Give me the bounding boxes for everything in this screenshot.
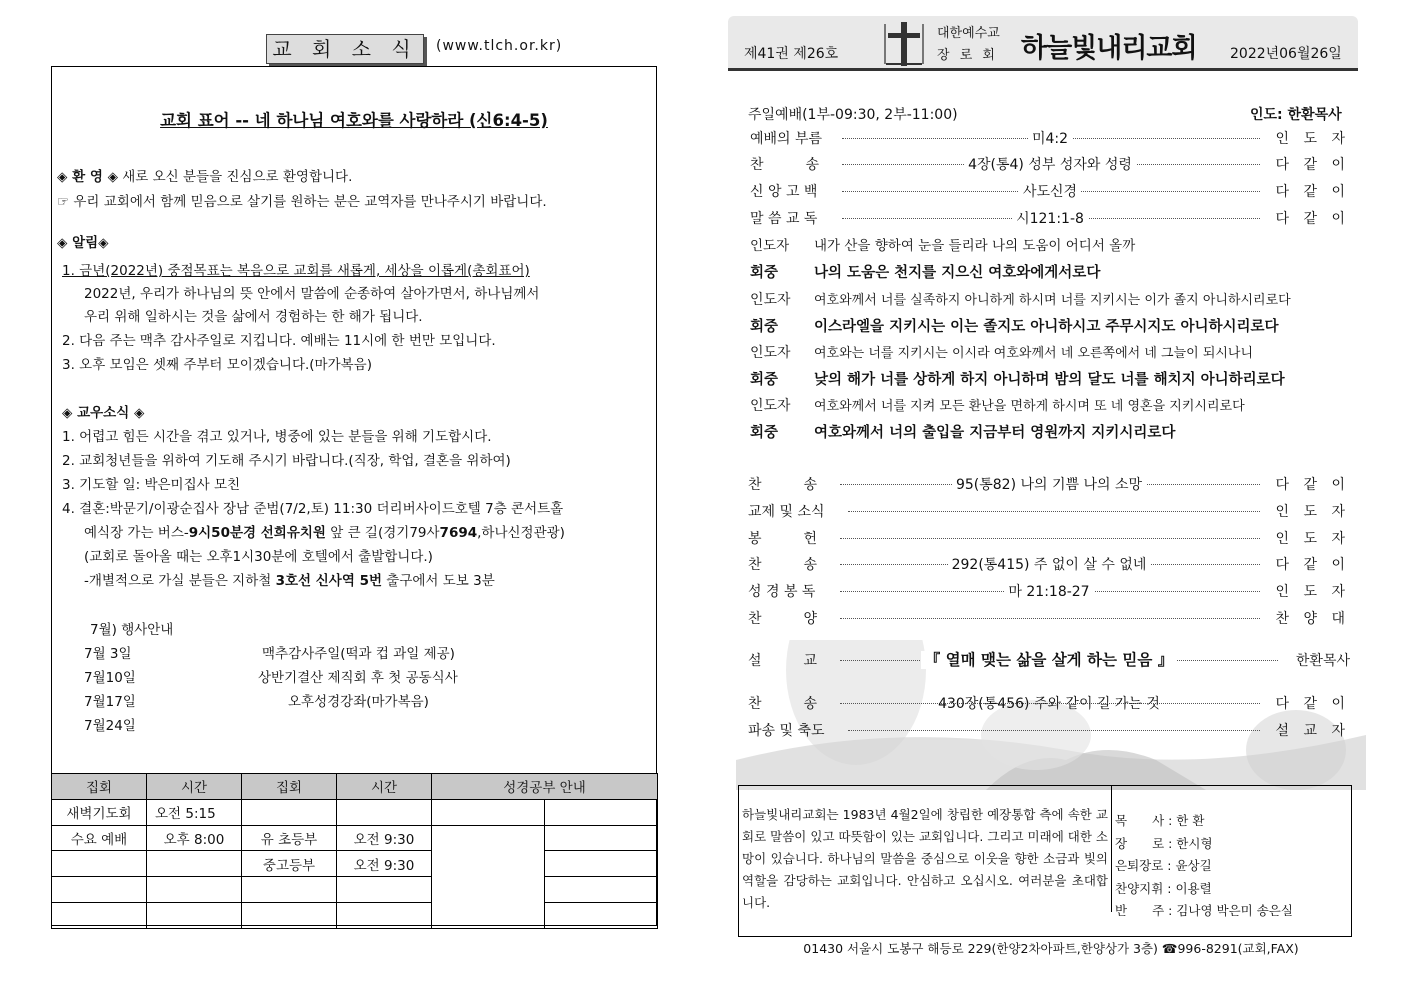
order-content: 4장(통4) 성부 성자와 성령: [750, 154, 1350, 174]
responsive-reading-line: 인도자 내가 산을 향하여 눈을 들리라 나의 도움이 어디서 올까: [750, 238, 1136, 254]
table-row: [52, 799, 658, 825]
order-performer: 다 같 이: [1275, 696, 1350, 712]
order-performer: 다 같 이: [1272, 154, 1350, 174]
table-cell: [147, 851, 242, 877]
table-cell: [242, 902, 337, 928]
notice-3: 3. 오후 모임은 셋째 주부터 모이겠습니다.(마가복음): [62, 357, 372, 373]
worship-order-row: [748, 474, 1350, 496]
preacher: 한환목사: [1295, 653, 1350, 669]
table-header: 집회: [52, 774, 147, 800]
meeting-schedule-table: [51, 773, 658, 929]
table-row: [52, 877, 658, 903]
table-row: [52, 902, 658, 928]
order-item: 봉 헌: [748, 528, 821, 548]
table-cell: [147, 902, 242, 928]
events-heading: 7월) 행사안내: [90, 622, 174, 638]
worship-order-row: [748, 608, 1350, 630]
table-header: 집회: [242, 774, 337, 800]
church-staff-list: [1115, 810, 1293, 923]
order-performer: 다 같 이: [1272, 474, 1350, 494]
table-header: 시간: [147, 774, 242, 800]
wedding-return-info: (교회로 돌아올 때는 오후1시30분에 호텔에서 출발합니다.): [84, 549, 433, 565]
order-content: 마 21:18-27: [748, 581, 1350, 601]
table-cell: 오후 8:00: [147, 825, 242, 851]
worship-order-row: [748, 581, 1350, 603]
order-item: 신 앙 고 백: [750, 181, 821, 201]
worship-order-row: [748, 720, 1350, 742]
member-news-heading: ◈ 교우소식 ◈: [62, 405, 145, 421]
responsive-reading-line: 회중 이스라엘을 지키시는 이는 졸지도 아니하시고 주무시지도 아니하시리로다: [750, 319, 1279, 335]
notice-1-cont: 2022년, 우리가 하나님의 뜻 안에서 말씀에 순종하여 살아가면서, 하나님께서: [84, 286, 540, 302]
table-cell: [432, 902, 545, 928]
service-times: 주일예배(1부-09:30, 2부-11:00): [748, 107, 958, 123]
responsive-reading-line: 회중 낮의 해가 너를 상하게 하지 아니하며 밤의 달도 너를 해치지 아니하리로다: [750, 372, 1285, 388]
event-date: 7월 3일: [84, 646, 132, 662]
staff-line: 목 사 : 한 환: [1115, 813, 1205, 828]
member-news-2: 2. 교회청년들을 위하여 기도해 주시기 바랍니다.(직장, 학업, 결혼을 위하여): [62, 453, 511, 469]
staff-line: 장 로 : 한시형: [1115, 835, 1213, 851]
divider: [1111, 786, 1112, 912]
church-cross-logo-icon: [882, 20, 926, 68]
table-cell: 중고등부: [242, 851, 337, 877]
order-content: 430장(통456) 주와 같이 길 가는 것: [938, 696, 1160, 712]
worship-order-row: [750, 208, 1350, 230]
notice-1-cont2: 우리 위해 일하시는 것을 삶에서 경험하는 한 해가 됩니다.: [84, 309, 423, 325]
order-performer: 인 도 자: [1272, 581, 1350, 601]
notice-2: 2. 다음 주는 맥추 감사주일로 지킵니다. 예배는 11시에 한 번만 모입니다.: [62, 333, 496, 349]
order-item: 찬 송: [748, 474, 821, 494]
table-cell: [337, 902, 432, 928]
staff-line: 찬양지휘 : 이용렬: [1115, 880, 1212, 896]
order-performer: 인 도 자: [1272, 528, 1350, 548]
denomination: 대한예수교: [937, 26, 1000, 41]
order-item: 교제 및 소식: [748, 501, 829, 521]
wedding-subway-info: -개별적으로 가실 분들은 지하철 3호선 신사역 5번 출구에서 도보 3분: [84, 573, 495, 589]
order-performer: 찬 양 대: [1272, 608, 1350, 628]
table-header-row: [52, 774, 658, 800]
order-content: 미4:2: [750, 128, 1350, 148]
worship-order-row: [750, 181, 1350, 203]
order-performer: 다 같 이: [1272, 181, 1350, 201]
table-cell: 오전 5:15: [147, 799, 242, 825]
event-desc: 오후성경강좌(마가복음): [288, 694, 429, 710]
table-cell: [544, 877, 657, 903]
table-cell: [147, 877, 242, 903]
order-performer: 설 교 자: [1275, 723, 1350, 739]
event-date: 7월10일: [84, 670, 136, 686]
table-cell: [544, 799, 657, 825]
table-cell: [544, 851, 657, 877]
table-cell: [52, 902, 147, 928]
table-cell: 오전 9:30: [337, 825, 432, 851]
table-cell: [432, 799, 545, 825]
worship-order-row: [748, 528, 1350, 550]
table-cell: [337, 799, 432, 825]
church-name: 하늘빛내리교회: [1021, 33, 1197, 64]
table-cell: [242, 799, 337, 825]
member-news-3: 3. 기도할 일: 박은미집사 모친: [62, 477, 241, 493]
table-cell: 수요 예배: [52, 825, 147, 851]
table-cell: 유 초등부: [242, 825, 337, 851]
table-cell: [432, 877, 545, 903]
news-title: 교 회 소 식: [266, 34, 424, 64]
notice-1: 1. 금년(2022년) 중점목표는 복음으로 교회를 새롭게, 세상을 이롭게(총회표어): [62, 263, 530, 279]
order-performer: 인 도 자: [1272, 128, 1350, 148]
order-content: 사도신경: [750, 181, 1350, 201]
sermon-title: 『 열매 맺는 삶을 살게 하는 믿음 』: [748, 648, 1350, 670]
event-desc: 상반기결산 제직회 후 첫 공동식사: [258, 670, 458, 686]
welcome-line: ◈ 환 영 ◈ 새로 오신 분들을 진심으로 환영합니다.: [57, 169, 353, 185]
order-performer: 다 같 이: [1272, 208, 1350, 228]
table-cell: [52, 877, 147, 903]
worship-order-row: [748, 501, 1350, 523]
order-item: 찬 송: [748, 696, 818, 712]
table-row: [52, 825, 658, 851]
table-cell: [544, 902, 657, 928]
table-header: 시간: [337, 774, 432, 800]
table-cell: [242, 877, 337, 903]
welcome-invite: ☞ 우리 교회에서 함께 믿음으로 살기를 원하는 분은 교역자를 만나주시기 바랍니다.: [57, 194, 547, 210]
order-item: 찬 송: [748, 554, 821, 574]
table-cell: [337, 877, 432, 903]
table-row: [52, 851, 658, 877]
order-item: 파송 및 축도: [748, 723, 825, 739]
order-content: 95(통82) 나의 기쁨 나의 소망: [748, 474, 1350, 494]
volume-number: 제41권 제26호: [744, 46, 839, 62]
order-content: 시121:1-8: [750, 208, 1350, 228]
event-date: 7월17일: [84, 694, 136, 710]
worship-order-row: [748, 693, 1350, 715]
notices-heading: ◈ 알림◈: [57, 235, 109, 251]
table-cell: 새벽기도회: [52, 799, 147, 825]
church-intro-box: [738, 785, 1352, 937]
staff-line: 반 주 : 김나영 박은미 송은실: [1115, 903, 1293, 918]
table-cell: [52, 851, 147, 877]
order-performer: 다 같 이: [1272, 554, 1350, 574]
order-content: 292(통415) 주 없이 살 수 없네: [748, 554, 1350, 574]
table-header: 성경공부 안내: [432, 774, 658, 800]
church-address: 01430 서울시 도봉구 해등로 229(한양2차아파트,한양상가 3층) ☎996-8291(교회,FAX): [803, 941, 1299, 956]
table-cell: [432, 825, 545, 851]
order-item: 말 씀 교 독: [750, 208, 821, 228]
responsive-reading-line: 인도자 여호와께서 너를 지켜 모든 환난을 면하게 하시며 또 네 영혼을 지키시리로다: [750, 398, 1245, 414]
worship-order-row: [750, 154, 1350, 176]
order-item: 설 교: [748, 653, 818, 669]
worship-leader: 인도: 한환목사: [1250, 107, 1342, 123]
order-item: 성 경 봉 독: [748, 581, 819, 601]
denomination-sub: 장 로 회: [937, 48, 998, 63]
worship-order-row: [750, 128, 1350, 150]
order-performer: 인 도 자: [1272, 501, 1350, 521]
sermon-row: [748, 650, 1350, 672]
member-news-1: 1. 어렵고 힘든 시간을 겪고 있거나, 병중에 있는 분들을 위해 기도합시다.: [62, 429, 492, 445]
table-cell: [544, 825, 657, 851]
table-cell: 오전 9:30: [337, 851, 432, 877]
worship-order-row: [748, 554, 1350, 576]
table-cell: [432, 851, 545, 877]
church-intro-text: 하늘빛내리교회는 1983년 4월2일에 창립한 예장통합 측에 속한 교회로 말씀이 있고 따뜻함이 있는 교회입니다. 그리고 미래에 대한 소망이 있습니다. 하나님의 말씀을 중심으로 이웃을 향한 소금과 빛의 역할을 감당하는 교회입니다. 안심하고 오십시오. 여러분을 초대합니다.: [742, 807, 1108, 910]
staff-line: 은퇴장로 : 윤상길: [1115, 858, 1212, 873]
news-box: [51, 66, 657, 926]
church-website[interactable]: (www.tlch.or.kr): [436, 38, 563, 54]
event-desc: 맥추감사주일(떡과 컵 과일 제공): [262, 646, 455, 662]
bulletin-date: 2022년06월26일: [1230, 46, 1342, 62]
order-item: 예배의 부름: [750, 128, 826, 148]
order-item: 찬 송: [750, 154, 823, 174]
member-news-4: 4. 결혼:박문기/이광순집사 장남 준범(7/2,토) 11:30 더리버사이드호텔 7층 콘서트홀: [62, 501, 564, 517]
responsive-reading-line: 회중 나의 도움은 천지를 지으신 여호와에게서로다: [750, 265, 1101, 281]
responsive-reading-line: 인도자 여호와는 너를 지키시는 이시라 여호와께서 네 오른쪽에서 네 그늘이 되시나니: [750, 345, 1254, 361]
wedding-bus-info: 예식장 가는 버스-9시50분경 선희유치원 앞 큰 길(경기79사7694,하나신정관광): [84, 525, 565, 541]
order-item: 찬 양: [748, 608, 821, 628]
event-date: 7월24일: [84, 718, 136, 734]
responsive-reading-line: 인도자 여호와께서 너를 실족하지 아니하게 하시며 너를 지키시는 이가 졸지 아니하시리로다: [750, 292, 1291, 308]
responsive-reading-line: 회중 여호와께서 너의 출입을 지금부터 영원까지 지키시리로다: [750, 425, 1176, 441]
church-motto: 교회 표어 -- 네 하나님 여호와를 사랑하라 (신6:4-5): [160, 111, 548, 130]
